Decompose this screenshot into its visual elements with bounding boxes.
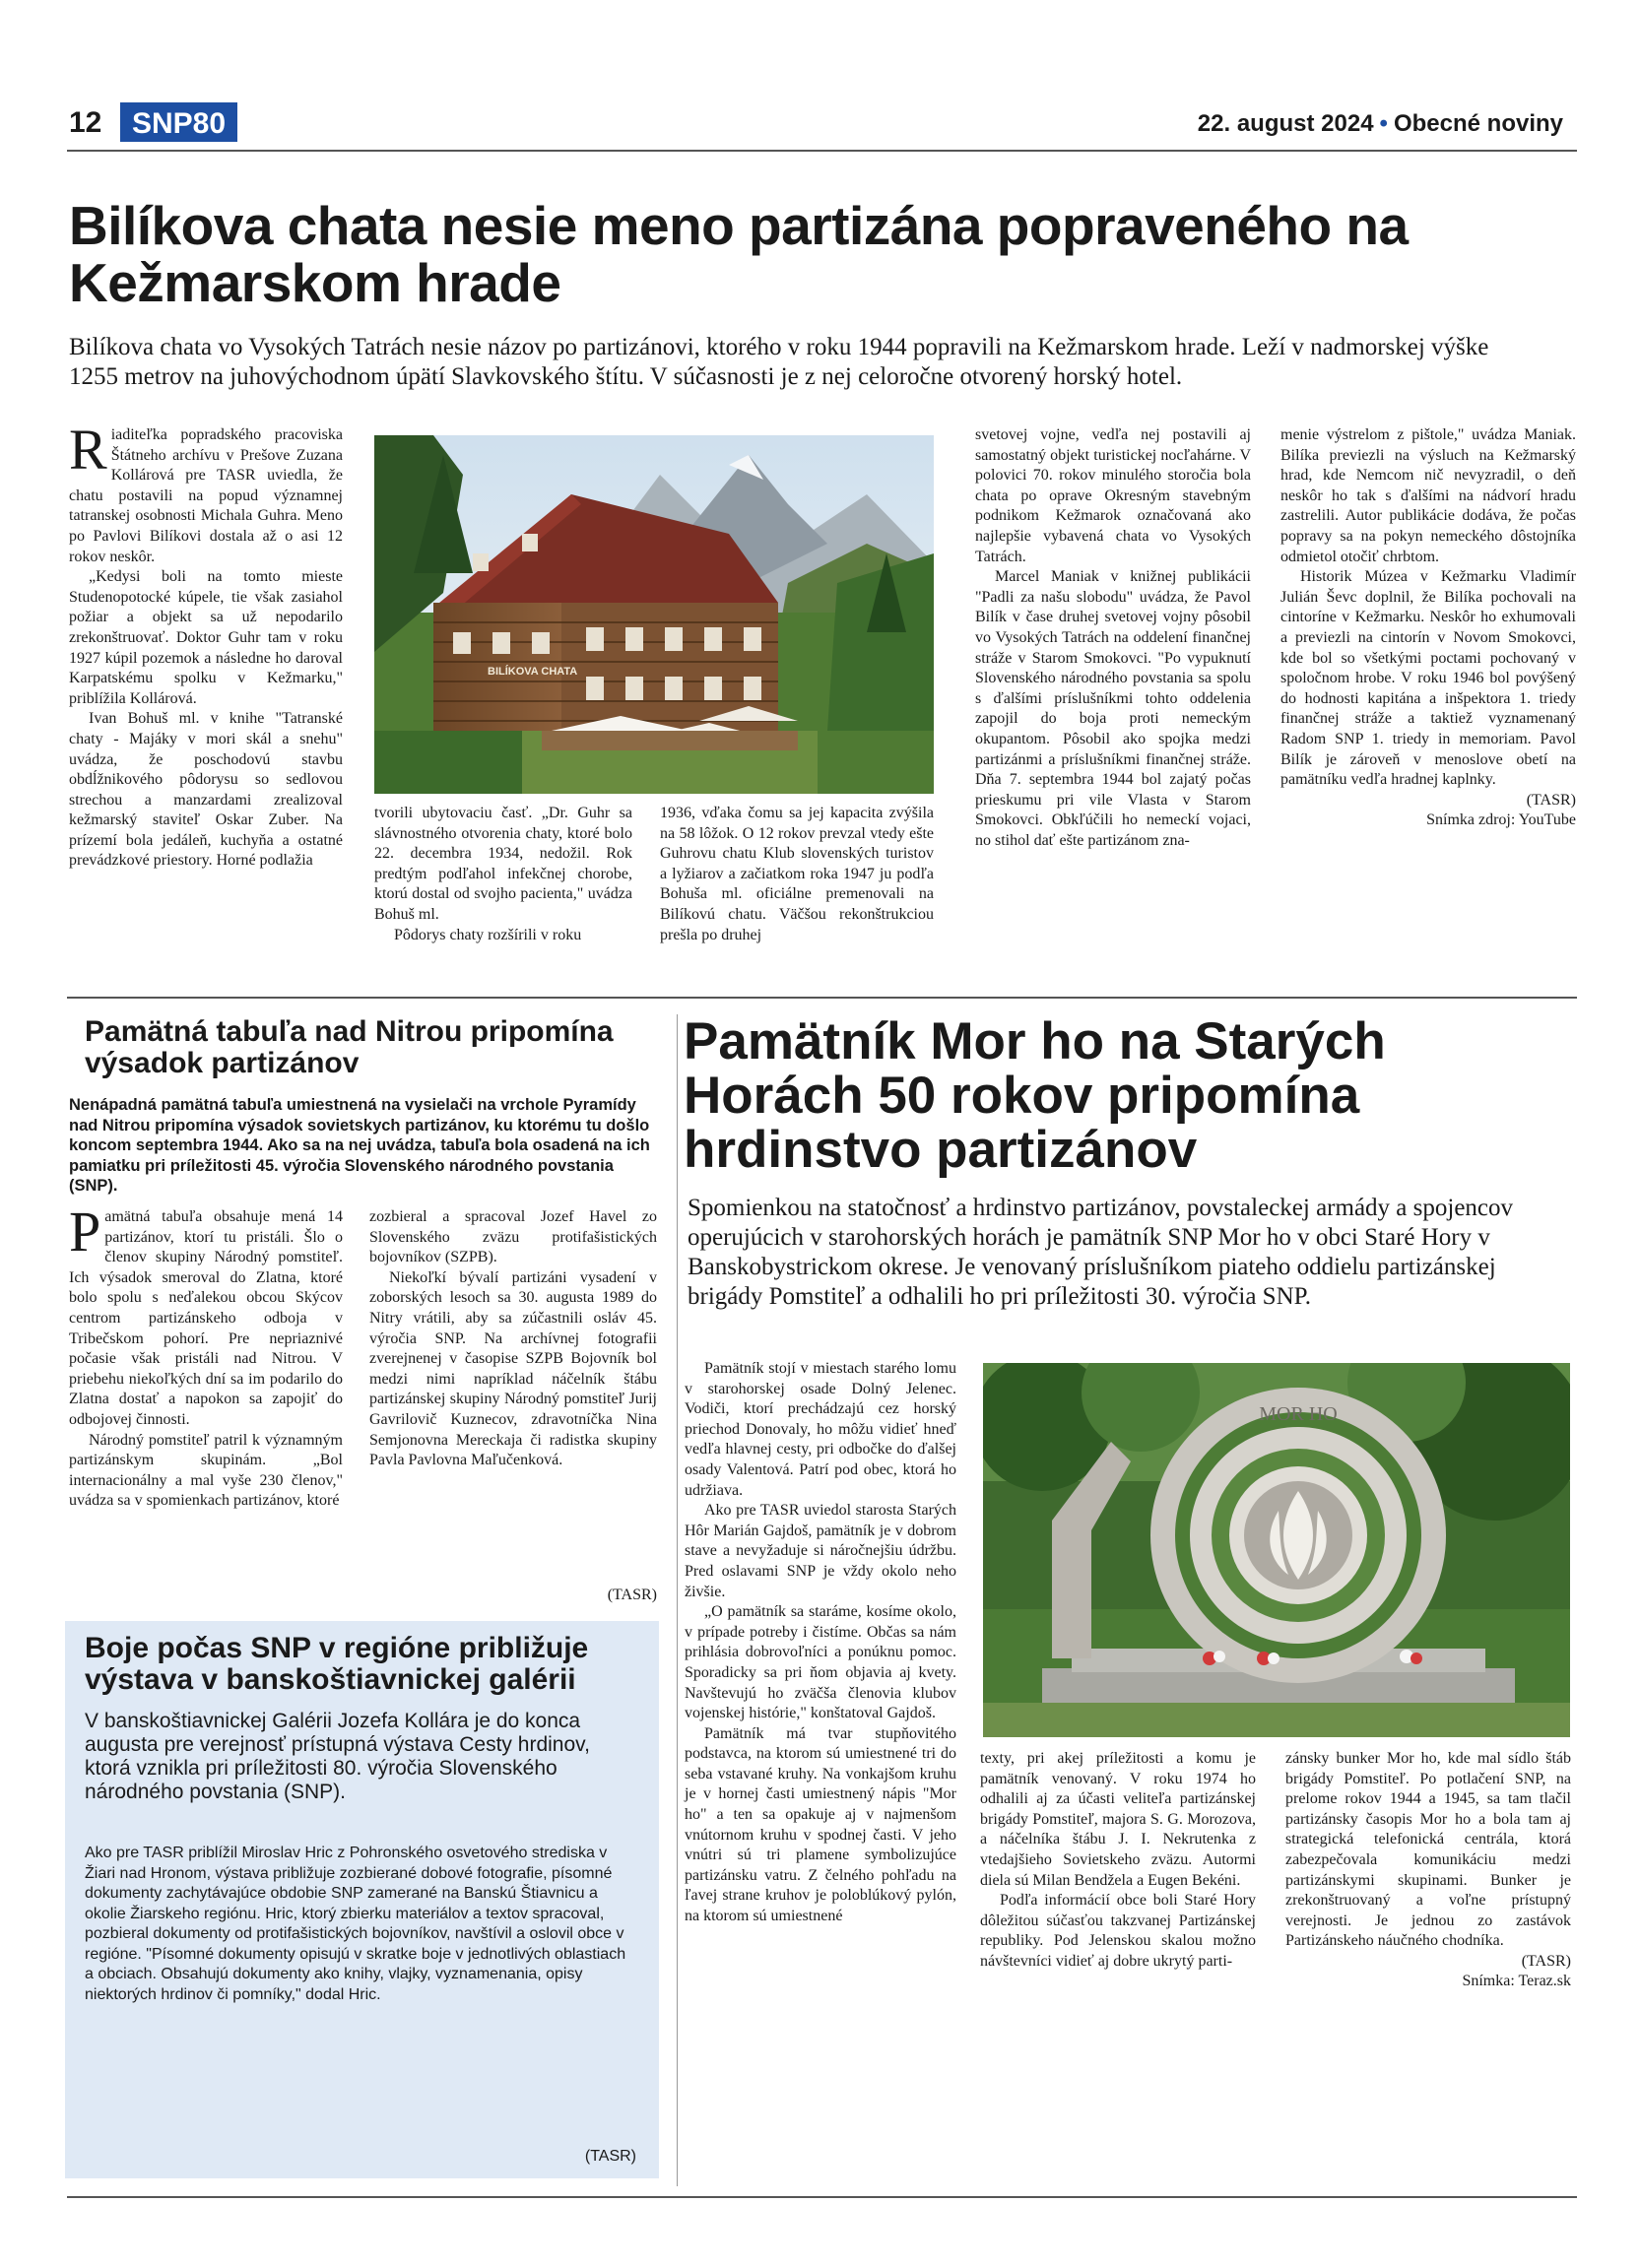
paragraph: Pamätník stojí v miestach starého lomu v starohorskej osade Dolný Jelenec. Vodiči, ktorí prechádzajú cez horský priechod Donovaly, ho môžu vidieť hneď vedľa hlavnej cesty, pri odbočke do ďalšej osady Valentová. Patrí pod obec, ktorá ho udržiava. [685,1360,956,1499]
header-rule [67,150,1577,152]
issue-date: 22. august 2024 [1197,110,1374,137]
section-badge: SNP80 [120,102,237,142]
paragraph: Ako pre TASR uviedol starosta Starých Hôr Marián Gajdoš, pamätník je v dobrom stave a nevyžaduje si náročnejšiu údržbu. Pred oslavami SNP je vždy okolo neho živšie. [685,1502,956,1600]
monument-inscription: MOR HO [1259,1403,1338,1425]
article1-lead: Bilíkova chata vo Vysokých Tatrách nesie názov po partizánovi, ktorého v roku 1944 popravili na Kežmarskom hrade. Leží v nadmorskej výške 1255 metrov na juhovýchodnom úpätí Slavkovského štítu. V súčasnosti je z nej celoročne otvorený horský hotel. [69,334,1489,390]
article3-column-2 [980,1749,1256,1973]
column-divider [677,1014,678,2186]
paragraph: 1936, vďaka čomu sa jej kapacita zvýšila na 58 lôžok. O 12 rokov prevzal vtedy ešte Guhrovu chatu Klub slovenských turistov a lyžiarov a začiatkom roka 1947 ju podľa Bohuša ml. oficiálne premenovali na Bilíkovú chatu. Väčšou rekonštrukciou prešla po druhej [660,805,934,943]
source-credit: (TASR) [1526,791,1576,809]
paragraph: amätná tabuľa obsahuje mená 14 partizánov, ktorí tu pristáli. Šlo o členov skupiny Národný pomstiteľ. Ich výsadok smeroval do Zlatna, ktoré bolo spolu s neďalekou obcou Skýcov centrom partizánskeho odboja v Tribečskom pohorí. Pre nepriaznivé počasie však pristáli nad Nitrou. V priebehu niekoľkých dní sa im podarilo do Zlatna dostať a napokon sa zapojiť do odbojovej činnosti. [69,1208,343,1428]
paragraph: Ivan Bohuš ml. v knihe "Tatranské chaty - Majáky v mori skál a snehu" uvádza, že poschodovú stavbu obdĺžnikového pôdorysu so sedlovou strechou a manzardami zrealizoval kežmarský staviteľ Oskar Zuber. Na prízemí bola jedáleň, kuchyňa a ostatné prevádzkové priestory. Horné podlažia [69,710,343,870]
paragraph: „Kedysi boli na tomto mieste Studenopotocké kúpele, tie však zasiahol požiar a objekt sa už nepodarilo zrekonštruovať. Doktor Guhr tam v roku 1927 kúpil pozemok a následne ho daroval Karpatskému spolku v Kežmarku," priblížila Kollárová. [69,568,343,707]
article1-column-5 [1280,425,1576,830]
photo-credit: Snímka: Teraz.sk [1462,1972,1571,1989]
paragraph: iaditeľka popradského pracoviska Štátneho archívu v Prešove Zuzana Kollárová pre TASR uviedla, že chatu postavili na popud významnej tatranskej osobnosti Michala Guhra. Meno po Pavlovi Bilíkovi dostala až o asi 12 rokov neskôr. [69,426,343,565]
source-credit: (TASR) [1521,1952,1571,1970]
separator-dot: • [1379,110,1388,137]
paragraph: „O pamätník sa staráme, kosíme okolo, v prípade potreby i čistíme. Občas sa nám prihlásia dobrovoľníci a ponúknu pomoc. Sporadicky sa pri ňom objavia aj kvety. Navštevujú ho zväčša členovia klubov vojenskej histórie," konštatoval Gajdoš. [685,1603,956,1722]
source-credit: (TASR) [607,1587,657,1603]
paragraph: menie výstrelom z pištole," uvádza Maniak. Bilíka previezli na výsluch na Kežmarský hrad, kde Nemcom nič nevyzradil, o deň neskôr ho tak s ďalšími na nádvorí hradu zastrelili. Autor publikácie dodáva, že počas popravy sa na pokyn nemeckého dôstojníka odmietol otočiť chrbtom. [1280,426,1576,565]
article1-column-2 [374,804,632,945]
paragraph: Marcel Maniak v knižnej publikácii "Padli za našu slobodu" uvádza, že Pavol Bilík v čase druhej svetovej vojny pôsobil vo Vysokých Tatrách na oddelení finančnej stráže v Starom Smokovci. "Po vypuknutí Slovenského národného povstania sa spolu s ďalšími príslušníkmi tohto oddelenia zapojil do boja proti nemeckým okupantom. Pôsobil ako spojka medzi partizánmi a príslušníkmi finančnej stráže. Dňa 7. septembra 1944 bol zajatý počas prieskumu pri vile Vlasta v Starom Smokovci. Obkľúčili ho nemeckí vojaci, no stihol dať ešte partizánom zna- [975,568,1251,849]
article2-title: Pamätná tabuľa nad Nitrou pripomína výsadok partizánov [85,1015,614,1079]
dropcap: P [69,1199,101,1264]
paragraph: Niekoľkí bývalí partizáni vysadení v zoborských lesoch sa 30. augusta 1989 do Nitry vrátili, aby sa zúčastnili osláv 45. výročia SNP. Na archívnej fotografii zverejnenej v časopise SZPB Bojovník bol medzi nimi napríklad náčelník štábu partizánskej skupiny Národný pomstiteľ Jurij Gavrilovič Kuznecov, zdravotníčka Nina Semjonovna Mereckaja či radistka skupiny Pavla Pavlovna Maľučenková. [369,1268,657,1469]
article1-column-4 [975,425,1251,851]
article3-column-3 [1285,1749,1571,1991]
box-body: Ako pre TASR priblížil Miroslav Hric z Pohronského osvetového strediska v Žiari nad Hronom, výstava približuje zozbierané dobové fotografie, písomné dokumenty zachytávajúce obdobie SNP zamerané na Banskú Štiavnicu a okolie Žiarskeho regiónu. Hric, ktorý zbierku materiálov a textov spracoval, pozbieral dokumenty od protifašistických bojovníkov, navštívil a oslovil obce v regióne. "Písomné dokumenty opisujú v skratke boje v jednotlivých oblastiach a obciach. Obsahujú dokumenty ako knihy, vlajky, vyznamenania, opisy niektorých hrdinov či pomníky," dodal Hric. [85,1845,626,2003]
bottom-rule [67,2196,1577,2198]
page-number: 12 [69,106,102,139]
article1-column-1 [69,418,343,872]
header-dateline [1198,110,1563,138]
paragraph: zánsky bunker Mor ho, kde mal sídlo štáb brigády Pomstiteľ. Po potlačení SNP, na prelome rokov 1944 a 1945, sa tam tlačil partizánsky časopis Mor ho a bola tam aj strategická telefonická centrála, ktorá zabezpečovala komunikáciu medzi partizánskymi skupinami. Bunker je zrekonštruovaný a voľne prístupný verejnosti. Je jednou zo zastávok Partizánskeho náučného chodníka. [1285,1750,1571,1950]
photo-credit: Snímka zdroj: YouTube [1426,810,1576,828]
monument-photo [983,1363,1570,1737]
chalet-sign: BILÍKOVA CHATA [488,666,578,678]
section-rule [67,997,1577,999]
paragraph: Historik Múzea v Kežmarku Vladimír Julián Ševc doplnil, že Bilíka pochovali na cintoríne v Kežmarku. Neskôr ho exhumovali a previezli na cintorín v Novom Smokovci, kde bol so všetkými poctami pochovaný v spoločnom hrobe. V roku 1946 bol povýšený do hodnosti kapitána a inšpektora 1. triedy finančnej stráže a taktiež vyznamenaný Radom SNP 1. triedy in memoriam. Pavol Bilík je zároveň v menoslove obetí na pamätníku vedľa hradnej kaplnky. [1280,568,1576,789]
article1-column-3 [660,804,934,945]
article1-title: Bilíkova chata nesie meno partizána popraveného na Kežmarskom hrade [69,195,1409,313]
article2-lead: Nenápadná pamätná tabuľa umiestnená na vysielači na vrchole Pyramídy nad Nitrou pripomína výsadok sovietskych partizánov, ku ktorému tu došlo koncom septembra 1944. Ako sa na nej uvádza, tabuľa bola osadená na ich pamiatku pri príležitosti 45. výročia Slovenského národného povstania (SNP). [69,1096,650,1195]
paragraph: Pôdorys chaty rozšírili v roku [394,926,582,943]
article2-column-1 [69,1199,343,1512]
source-credit: (TASR) [584,2148,636,2165]
paragraph: Podľa informácií obce boli Staré Hory dôležitou súčasťou takzvanej Partizánskej republiky. Pod Jelenskou skalou možno návštevníci vidieť aj dobre ukrytý parti- [980,1892,1256,1970]
article2-column-2 [369,1207,657,1471]
paragraph: texty, pri akej príležitosti a komu je pamätník venovaný. V roku 1974 ho odhalili aj za účasti veliteľa partizánskej brigády Pomstiteľ, majora S. G. Morozova, a náčelníka štábu J. I. Nekrutenka z vtedajšieho Sovietskeho zväzu. Autormi diela sú Milan Bendžela a Eugen Bekéni. [980,1750,1256,1889]
paragraph: zozbieral a spracoval Jozef Havel zo Slovenského zväzu protifašistických bojovníkov (SZPB). [369,1208,657,1266]
dropcap: R [69,418,107,482]
newspaper-name: Obecné noviny [1393,110,1563,137]
article3-title: Pamätník Mor ho na Starých Horách 50 rokov pripomína hrdinstvo partizánov [684,1012,1386,1179]
paragraph: Národný pomstiteľ patril k významným partizánskym skupinám. „Bol internacionálny a mal vyše 230 členov," uvádza sa v spomienkach partizánov, ktoré [69,1431,343,1510]
article3-lead: Spomienkou na statočnosť a hrdinstvo partizánov, povstaleckej armády a spojencov operujúcich v starohorských horách je pamätník SNP Mor ho v obci Staré Hory v Banskobystrickom okrese. Je venovaný príslušníkom piateho oddielu partizánskej brigády Pomstiteľ a odhalili ho pri príležitosti 30. výročia SNP. [688,1195,1514,1310]
paragraph: svetovej vojne, vedľa nej postavili aj samostatný objekt turistickej nocľahárne. V polovici 70. rokov minulého storočia bola chata po oprave Okresným stavebným podnikom Kežmarok označovaná ako najlepšie vybavená chata vo Vysokých Tatrách. [975,426,1251,565]
chalet-photo [374,435,934,794]
article3-column-1 [685,1359,956,1927]
box-title: Boje počas SNP v regióne približuje výstava v banskoštiavnickej galérii [85,1632,589,1696]
box-lead: V banskoštiavnickej Galérii Jozefa Kollára je do konca augusta pre verejnosť prístupná výstava Cesty hrdinov, ktorá vznikla pri príležitosti 80. výročia Slovenského národného povstania (SNP). [85,1710,590,1803]
paragraph: Pamätník má tvar stupňovitého podstavca, na ktorom sú umiestnené tri do seba vstavané kruhy. Na vonkajšom kruhu je v hornej časti umiestnený nápis "Mor ho" a ten sa opakuje aj v najmenšom vnútornom kruhu v spodnej časti. V jeho vnútri sú tri plamene symbolizujúce partizánsku vatru. Z čelného pohľadu na ľavej strane kruhov je poloblúkový pylón, na ktorom sú umiestnené [685,1724,956,1925]
paragraph: tvorili ubytovaciu časť. „Dr. Guhr sa slávnostného otvorenia chaty, ktoré bolo 22. decembra 1934, nedožil. Rok predtým podľahol infekčnej chorobe, ktorú dostal od svojho pacienta," uvádza Bohuš ml. [374,805,632,923]
